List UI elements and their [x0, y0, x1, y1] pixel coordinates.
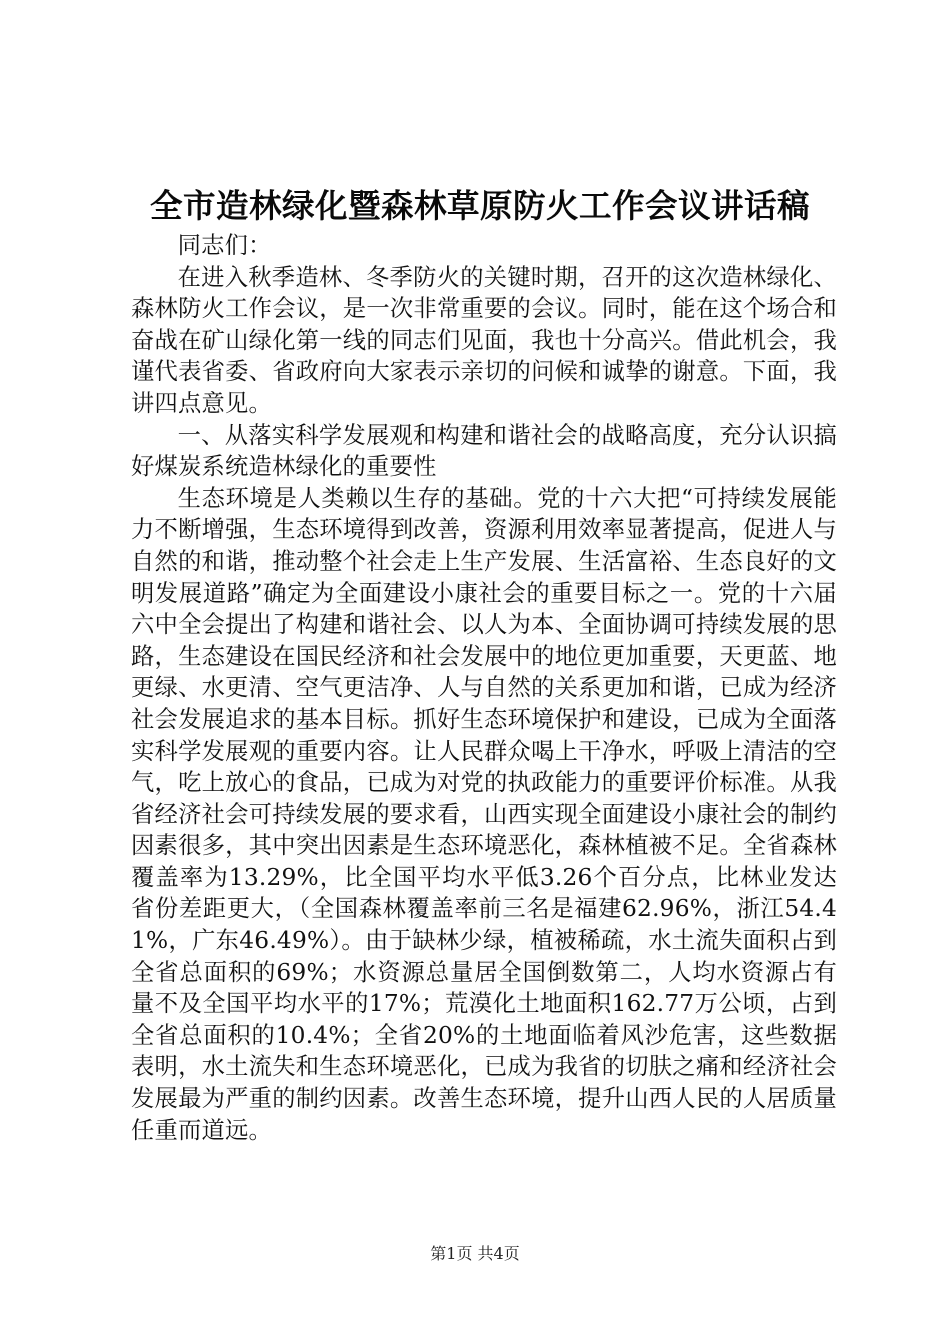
paragraph-ecology: 生态环境是人类赖以生存的基础。党的十六大把“可持续发展能力不断增强，生态环境得到改善，资源利用效率显著提高，促进人与自然的和谐，推动整个社会走上生产发展、生活富裕、生态良好的文明发展道路”确定为全面建设小康社会的重要目标之一。党的十六届六中全会提出了构建和谐社会、以人为本、全面协调可持续发展的思路，生态建设在国民经济和社会发展中的地位更加重要，天更蓝、地更绿、水更清、空气更洁净、人与自然的关系更加和谐，已成为经济社会发展追求的基本目标。抓好生态环境保护和建设，已成为全面落实科学发展观的重要内容。让人民群众喝上干净水，呼吸上清洁的空气，吃上放心的食品，已成为对党的执政能力的重要评价标准。从我省经济社会可持续发展的要求看，山西实现全面建设小康社会的制约因素很多，其中突出因素是生态环境恶化，森林植被不足。全省森林覆盖率为13.29%，比全国平均水平低3.26个百分点，比林业发达省份差距更大，（全国森林覆盖率前三名是福建62.96%，浙江54.41%，广东46.49%）。由于缺林少绿，植被稀疏，水土流失面积占到全省总面积的69%；水资源总量居全国倒数第二，人均水资源占有量不及全国平均水平的17%；荒漠化土地面积162.77万公顷，占到全省总面积的10.4%；全省20%的土地面临着风沙危害，这些数据表明，水土流失和生态环境恶化，已成为我省的切肤之痛和经济社会发展最为严重的制约因素。改善生态环境，提升山西人民的人居质量任重而道远。 — [131, 484, 837, 1144]
paragraph-opening: 在进入秋季造林、冬季防火的关键时期，召开的这次造林绿化、森林防火工作会议，是一次非常重要的会议。同时，能在这个场合和奋战在矿山绿化第一线的同志们见面，我也十分高兴。借此机会，我谨代表省委、省政府向大家表示亲切的问候和诚挚的谢意。下面，我讲四点意见。 — [131, 263, 837, 417]
section-heading-1: 一、从落实科学发展观和构建和谐社会的战略高度，充分认识搞好煤炭系统造林绿化的重要性 — [131, 421, 837, 481]
document-body — [131, 230, 837, 1146]
page-footer: 第1页 共4页 — [430, 1244, 520, 1263]
document-title: 全市造林绿化暨森林草原防火工作会议讲话稿 — [149, 187, 810, 225]
salutation: 同志们： — [177, 232, 272, 259]
